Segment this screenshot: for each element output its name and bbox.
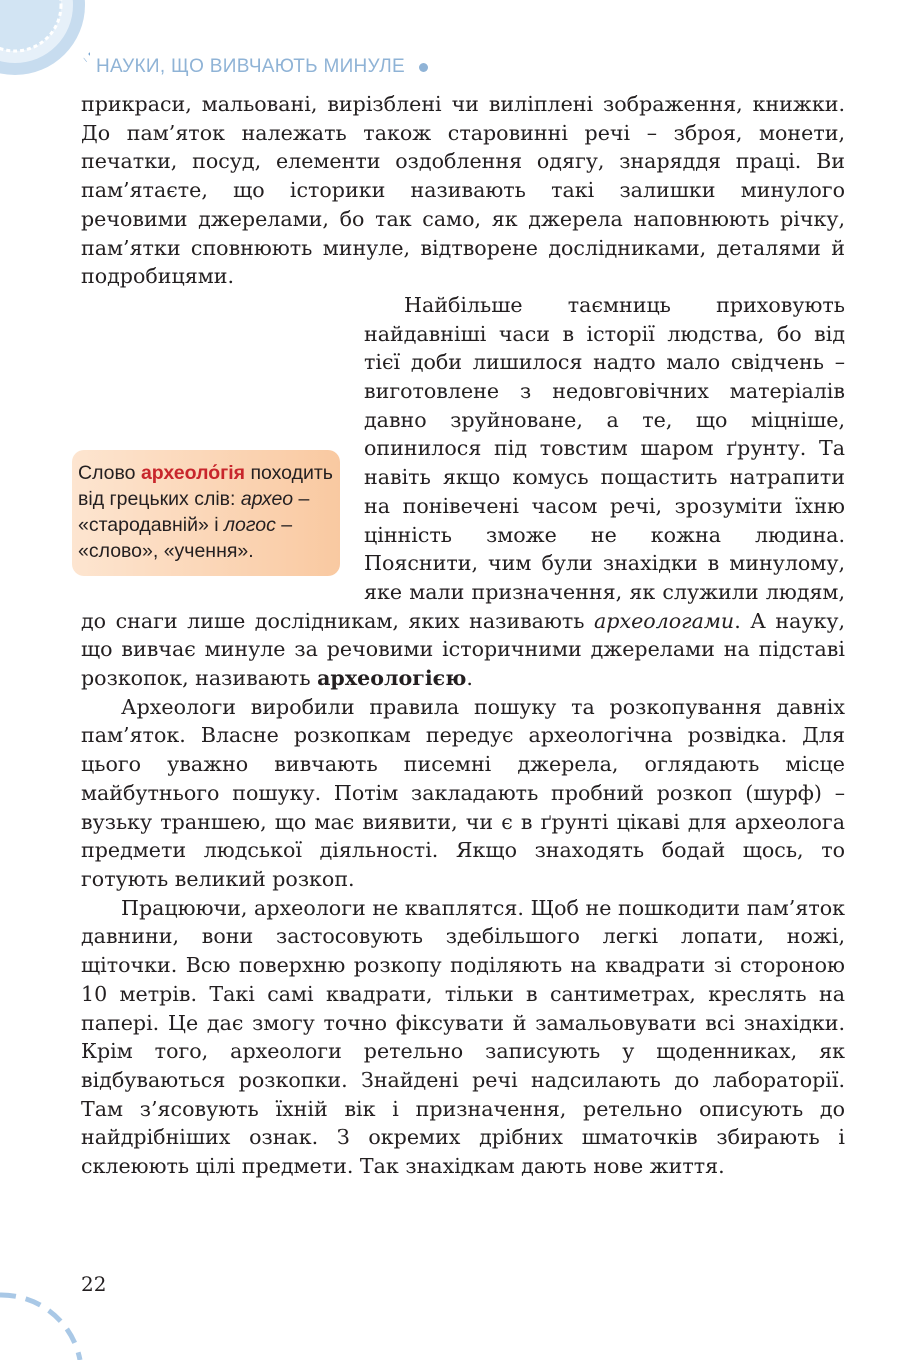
corner-decoration-icon [0, 0, 90, 80]
paragraph-3: Археологи виробили правила пошуку та розкопування давніх пам’яток. Власне розкопкам передує археологічна розвідка. Для цього уважно вивчають писемні джерела, оглядають місце майбутнього пошуку. Потім закладають пробний розкоп (шурф) – вузьку траншею, що має виявити, чи є в ґрунті цікаві для археолога предмети людської діяльності. Якщо знаходять бодай щось, то готують великий розкоп. [81, 694, 845, 891]
sidenote-text-2: – «стародавній» і [78, 488, 310, 536]
running-header-title: НАУКИ, ЩО ВИВЧАЮТЬ МИНУЛЕ [96, 56, 406, 77]
sidenote-italic-2: логос [224, 514, 276, 536]
paragraph-4: Працюючи, археологи не кваплятся. Щоб не пошкодити пам’яток давнини, вони застосовують здебільшого легкі лопати, ножі, щіточки. Всю поверхню розкопу поділяють на квадрати зі стороною 10 метрів. Такі самі квадрати, тільки в сантиметрах, креслять на папері. Це дає змогу точно фіксувати й замальовувати всі знахідки. Крім того, археологи ретельно записують у щоденниках, як відбуваються розкопки. Знайдені речі надсилають до лабораторії. Там з’ясовують їхній вік і призначення, ретельно описують до найдрібніших ознак. З окремих дрібних шматочків збирають і склеюють цілі предмети. Так знахідкам дають нове життя. [81, 895, 845, 1179]
sidenote-term: археоло́гія [140, 462, 246, 484]
sidenote-text-1: походить від грецьких слів: [78, 462, 333, 510]
sidenote-prefix: Слово [78, 462, 141, 484]
paragraph-2-italic: археологами [594, 608, 735, 633]
main-text [81, 90, 845, 1181]
paragraph-2-text-a: Найбільше таємниць приховують найдавніші часи в історії людства, бо від тієї доби лишилося надто мало свідчень – виготовлене з недовговічних матеріалів давно зруйноване, а те, що міцніше, опинилося під товстим шаром ґрунту. Та навіть якщо комусь пощастить натрапити на понівечені часом речі, зрозуміти їхню цінність зможе не кожна людина. Пояснити, чим були знахідки в минулому, яке мали призначення, як служили людям, до снаги лише дослідникам, яких називають [81, 292, 845, 633]
paragraph-1: прикраси, мальовані, вирізблені чи виліплені зображення, книжки. До пам’яток належать також старовинні речі – зброя, монети, печатки, посуд, елементи оздоблення одягу, знаряддя праці. Ви пам’ятаєте, що історики називають такі залишки минулого речовими джерелами, бо так само, як джерела наповнюють річку, пам’ятки сповнюють минуле, відтворене дослідниками, деталями й подробицями. [81, 92, 845, 289]
sidenote-italic-1: архео [240, 488, 294, 510]
paragraph-2-text-b: . А науку, що вивчає минуле за речовими історичними джерелами на підставі розкопок, називають [81, 608, 846, 691]
corner-dashed-arc-icon [0, 1280, 100, 1360]
header-dot-icon [419, 63, 428, 72]
running-header [96, 56, 428, 78]
sidenote-text-3: – «слово», «учення». [78, 514, 293, 562]
paragraph-2-bold-term: археологією [317, 666, 467, 691]
page-number: 22 [81, 1272, 107, 1296]
sidenote-box [72, 450, 340, 576]
paragraph-2-text-c: . [466, 666, 473, 691]
